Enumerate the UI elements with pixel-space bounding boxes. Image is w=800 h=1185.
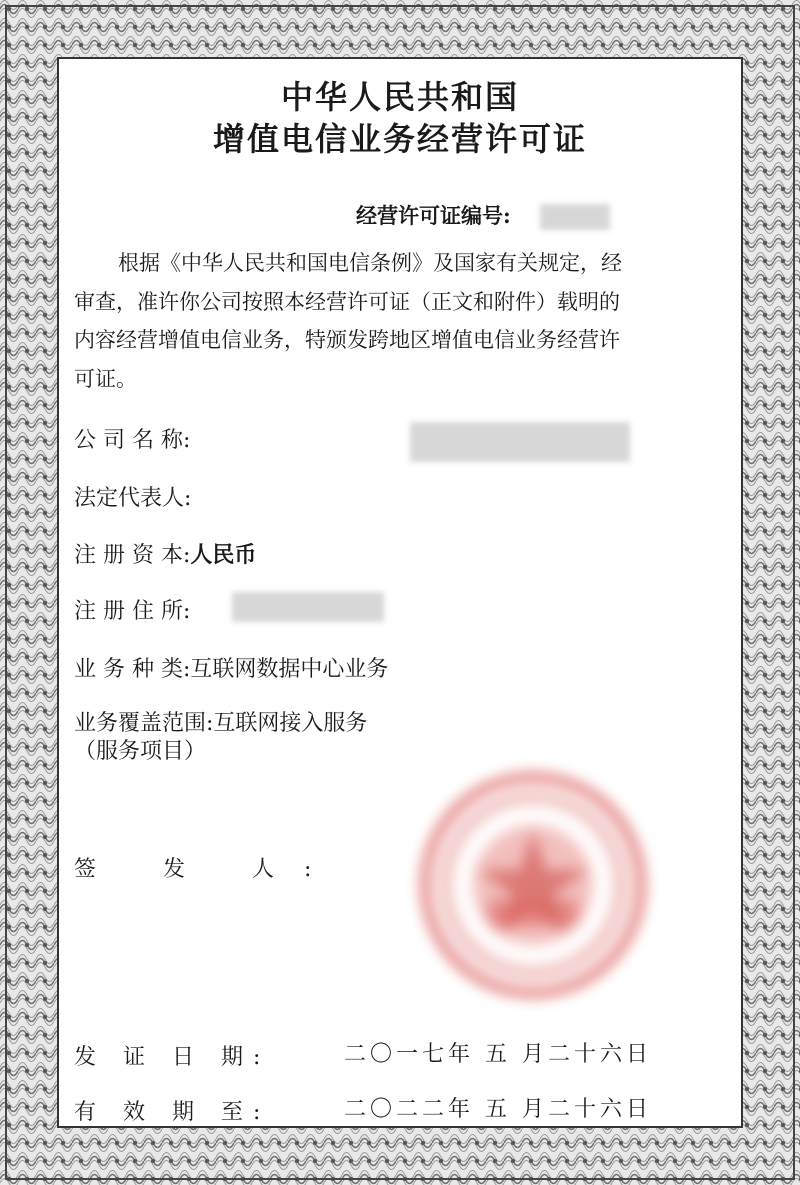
capital-value: 人民币: [190, 542, 257, 568]
permit-number-label: 经营许可证编号:: [356, 203, 511, 228]
business-type-label: 业 务 种 类:: [74, 657, 191, 682]
coverage-value: 互联网接入服务: [213, 711, 368, 736]
legal-rep-row: [74, 481, 191, 512]
issuer-label: 签 发 人:: [74, 857, 342, 882]
preamble-line: 根据《中华人民共和国电信条例》及国家有关规定，经: [118, 251, 622, 275]
issue-date-row: [74, 1040, 270, 1071]
preamble-line: 可证。: [74, 366, 137, 391]
coverage-label: 业务覆盖范围:: [74, 711, 214, 736]
official-seal: [418, 770, 648, 1000]
expiry-label: 有 效 期 至:: [74, 1100, 271, 1125]
expiry-date-value: 二〇二二年 五 月二十六日: [344, 1097, 652, 1122]
title-line-2: 增值电信业务经营许可证: [212, 120, 587, 158]
coverage-row: [74, 706, 367, 737]
permit-number-redacted: [540, 204, 610, 230]
issuer-row: [74, 852, 341, 883]
preamble-line: 审查，准许你公司按照本经营许可证（正文和附件）载明的: [74, 289, 620, 314]
business-type-value: 互联网数据中心业务: [190, 657, 389, 682]
business-type-row: [74, 652, 388, 683]
address-redacted: [232, 592, 384, 622]
company-name-row: [74, 423, 190, 454]
legal-rep-label: 法定代表人:: [74, 486, 192, 511]
address-label: 注 册 住 所:: [74, 599, 191, 624]
issue-date-value: 二〇一七年 五 月二十六日: [344, 1042, 652, 1067]
issue-date-label: 发 证 日 期:: [74, 1045, 271, 1070]
capital-row: [74, 538, 256, 569]
company-name-label: 公 司 名 称:: [74, 428, 191, 453]
preamble-text: [74, 244, 724, 398]
address-row: [74, 594, 190, 625]
expiry-row: [74, 1095, 270, 1126]
preamble-line: 内容经营增值电信业务，特颁发跨地区增值电信业务经营许: [74, 328, 620, 352]
title-line-1: 中华人民共和国: [280, 78, 519, 116]
coverage-sub-row: [74, 734, 206, 765]
company-name-redacted: [410, 422, 630, 462]
capital-label: 注 册 资 本:: [74, 543, 191, 568]
coverage-sub-label: （服务项目）: [74, 739, 207, 764]
